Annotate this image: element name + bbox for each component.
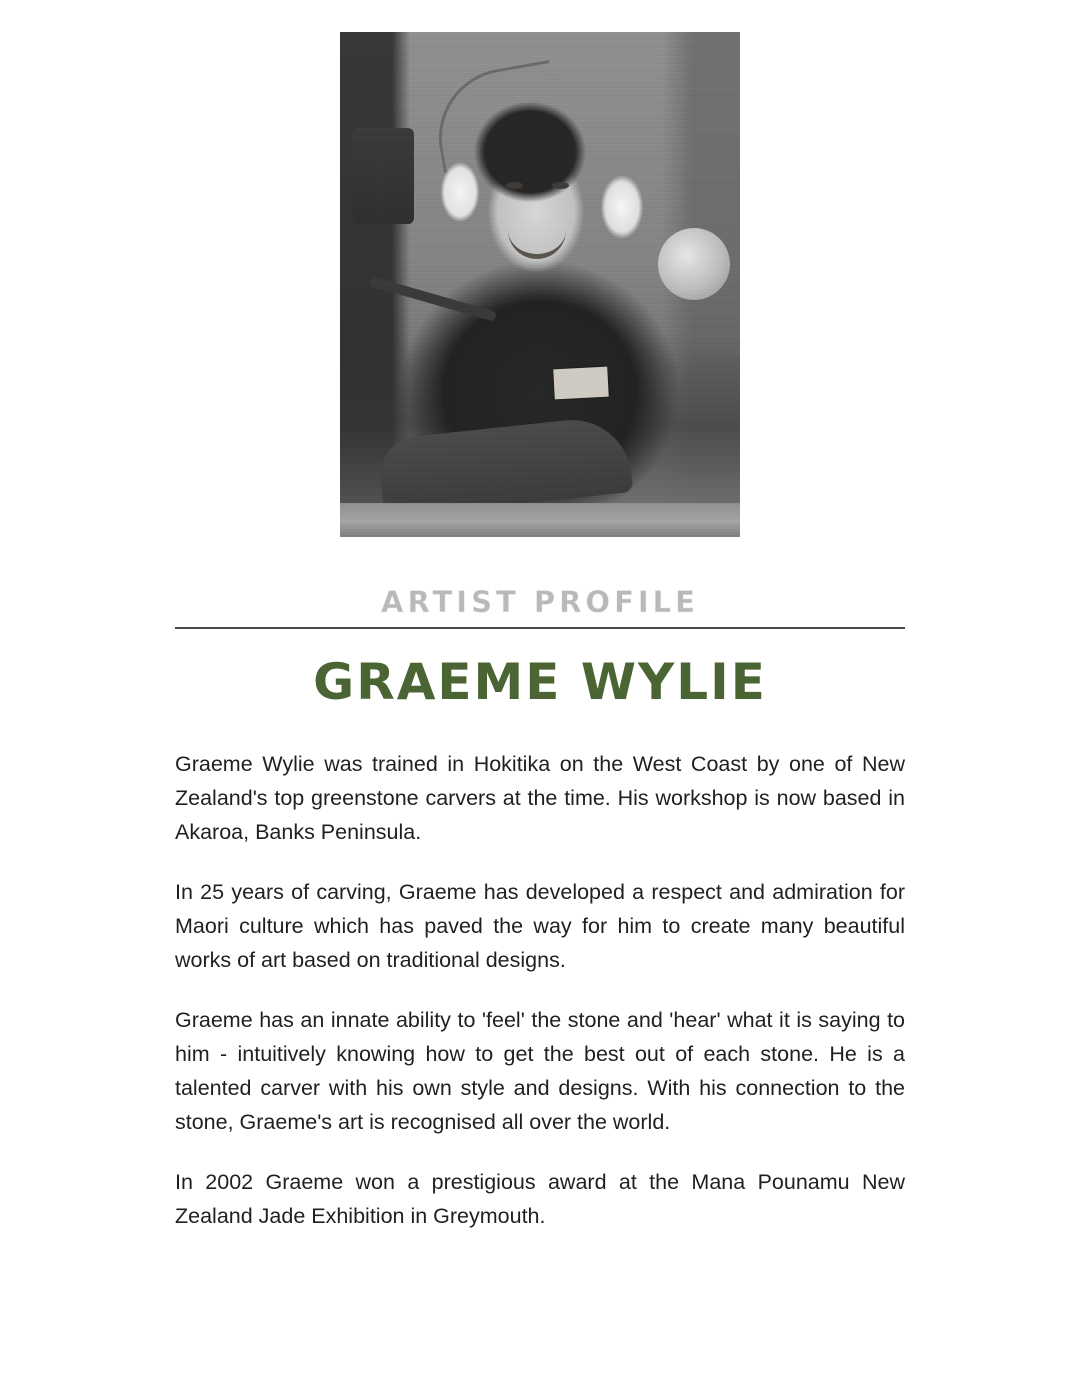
artist-photo (340, 32, 740, 537)
horizontal-divider (175, 627, 905, 629)
body-copy (175, 747, 905, 1233)
photo-grain-overlay (340, 32, 740, 537)
paragraph-3: Graeme has an innate ability to 'feel' the stone and 'hear' what it is saying to him - intuitively knowing how to get the best out of each stone. He is a talented carver with his own style and designs. With his connection to the stone, Graeme's art is recognised all over the world. (175, 1008, 905, 1134)
page-title: GRAEME WYLIE (313, 653, 767, 711)
section-kicker: ARTIST PROFILE (381, 585, 699, 619)
paragraph-4: In 2002 Graeme won a prestigious award at the Mana Pounamu New Zealand Jade Exhibition in Greymouth. (175, 1170, 905, 1228)
paragraph-2: In 25 years of carving, Graeme has developed a respect and admiration for Maori culture which has paved the way for him to create many beautiful works of art based on traditional designs. (175, 880, 905, 972)
paragraph-1: Graeme Wylie was trained in Hokitika on the West Coast by one of New Zealand's top greenstone carvers at the time. His workshop is now based in Akaroa, Banks Peninsula. (175, 752, 905, 844)
document-page (0, 32, 1080, 1382)
kicker-wrapper (0, 585, 1080, 619)
